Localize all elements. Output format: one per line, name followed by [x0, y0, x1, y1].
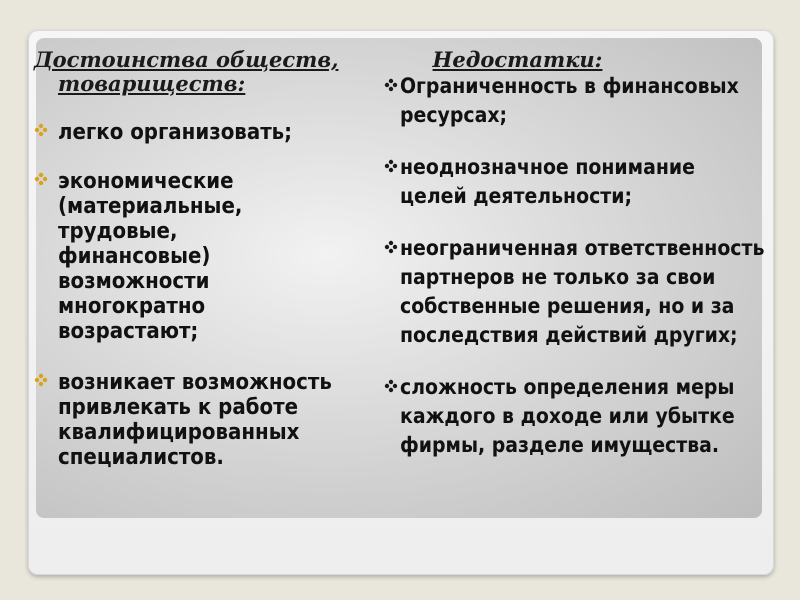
advantages-heading	[34, 48, 354, 96]
diamond-bullet-icon	[384, 379, 398, 393]
advantages-heading-line2: товариществ:	[58, 71, 246, 96]
diamond-bullet-icon	[384, 78, 398, 92]
diamond-bullet-icon	[34, 172, 48, 186]
advantage-item	[34, 370, 358, 470]
diamond-bullet-icon	[384, 159, 398, 173]
disadvantage-item	[380, 72, 740, 130]
disadvantage-item	[380, 153, 740, 211]
diamond-bullet-icon	[384, 240, 398, 254]
diamond-bullet-icon	[34, 123, 48, 137]
diamond-bullet-icon	[34, 373, 48, 387]
disadvantages-heading: Недостатки:	[432, 47, 603, 72]
advantages-heading-line1: Достоинства обществ,	[34, 47, 339, 72]
disadvantage-item	[380, 373, 785, 460]
disadvantage-text: неограниченная ответственность партнеров не только за свои собственные решения, но и за последствия действий других;	[400, 236, 765, 347]
advantage-text: возникает возможность привлекать к работе квалифицированных специалистов.	[58, 370, 332, 470]
advantage-item	[34, 169, 258, 344]
advantages-column	[34, 48, 354, 470]
advantage-text: экономические (материальные, трудовые, финансовые) возможности многократно возрастают;	[58, 169, 243, 344]
disadvantage-item	[380, 234, 770, 350]
disadvantage-text: неоднозначное понимание целей деятельности;	[400, 155, 695, 208]
advantage-item	[34, 120, 338, 145]
disadvantages-column	[380, 48, 775, 460]
disadvantage-text: сложность определения меры каждого в доходе или убытке фирмы, разделе имущества.	[400, 375, 735, 457]
advantage-text: легко организовать;	[58, 120, 293, 145]
disadvantage-text: Ограниченность в финансовых ресурсах;	[400, 74, 739, 127]
